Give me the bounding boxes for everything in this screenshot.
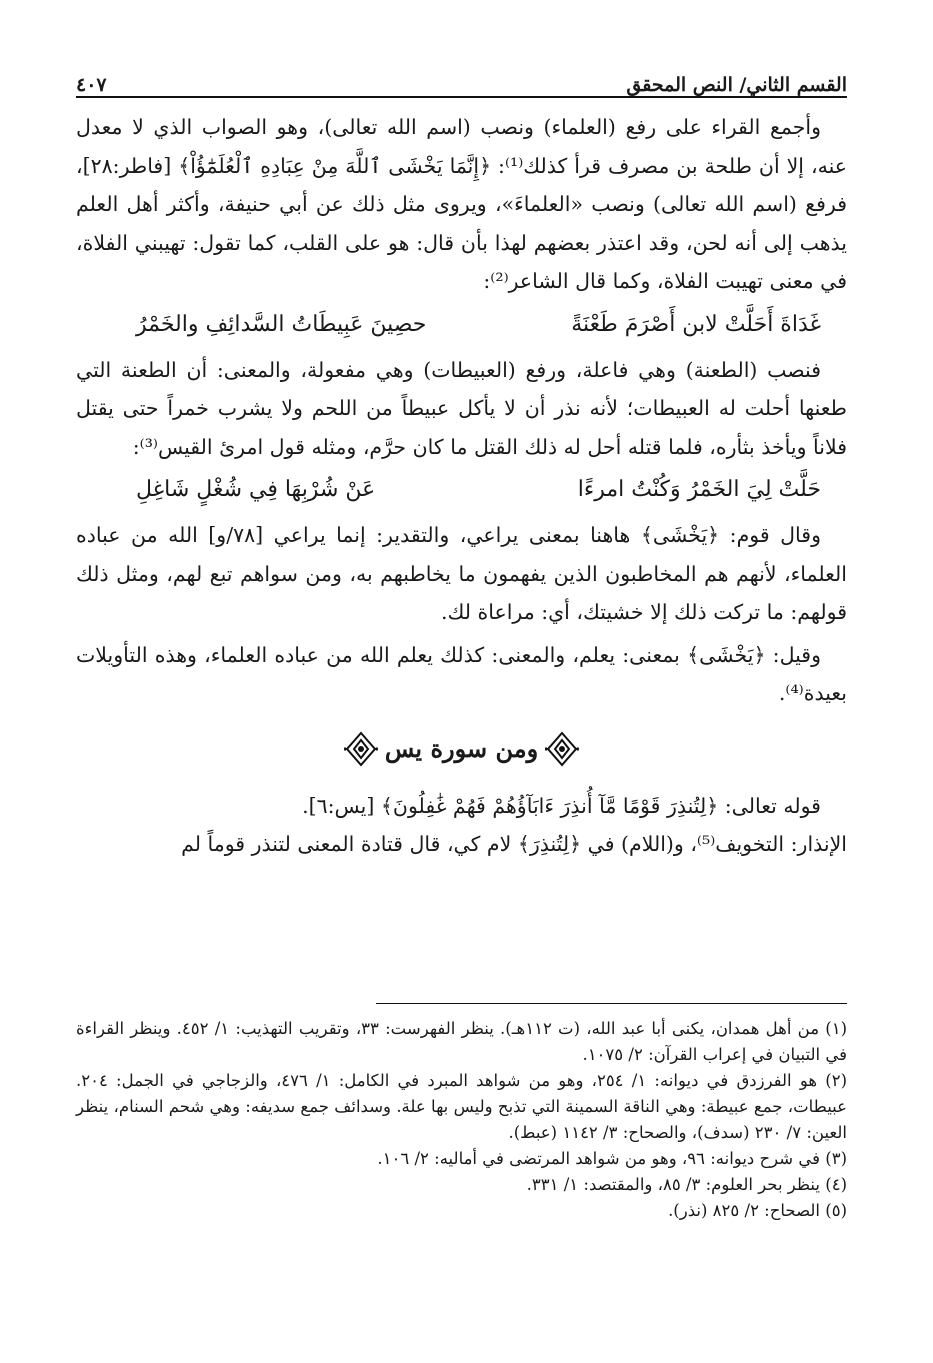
footnote bbox=[76, 1198, 847, 1224]
footnote bbox=[76, 1016, 847, 1068]
footnote-number: (٤) bbox=[825, 1175, 847, 1194]
poetry-verse bbox=[76, 303, 847, 347]
verse-first-hemistich: حَلَّتْ لِيَ الخَمْرُ وَكُنْتُ امرءًا bbox=[577, 477, 821, 502]
footnote-separator bbox=[376, 1003, 847, 1004]
paragraph: وأجمع القراء على رفع (العلماء) ونصب (اسم الله تعالى)، وهو الصواب الذي لا معدل عنه، إلا أن طلحة بن مصرف قرأ كذلك⁽¹⁾: ﴿إِنَّمَا يَخْشَى ٱللَّهَ مِنْ عِبَادِهِ ٱلْعُلَمَٰٓؤُاْ﴾ [فاطر:٢٨]، فرفع (اسم الله تعالى) ونصب «العلماءَ»، ويروى مثل ذلك عن أبي حنيفة، وأكثر أهل العلم يذهب إلى أنه لحن، وقد اعتذر بعضهم لهذا بأن قال: هو على القلب، كما تقول: تهيبني الفلاة، في معنى تهيبت الفلاة، وكما قال الشاعر⁽²⁾: bbox=[76, 115, 847, 293]
footnote-text: من أهل همدان، يكنى أبا عبد الله، (ت ١١٢هـ). ينظر الفهرست: ٣٣، وتقريب التهذيب: ١/ ٤٥٢. وينظر القراءة في التبيان في إعراب القرآن: ٢/ ١٠٧٥. bbox=[76, 1019, 847, 1064]
verse-second-hemistich: حصِينَ عَبِيطَاتُ السَّدائِفِ والخَمْرُ bbox=[136, 311, 427, 337]
footnote-text: ينظر بحر العلوم: ٣/ ٨٥، والمقتصد: ١/ ٣٣١. bbox=[526, 1175, 820, 1194]
poetry-verse bbox=[76, 468, 847, 512]
main-text bbox=[76, 108, 847, 864]
paragraph: فنصب (الطعنة) وهي فاعلة، ورفع (العبيطات) وهي مفعولة، والمعنى: أن الطعنة التي طعنها أحلت له العبيطات؛ لأنه نذر أن لا يأكل عبيطاً من اللحم ولا يشرب خمراً حتى يقتل فلاناً ويأخذ بثأره، فلما قتله أحل له ذلك القتل ما كان حرَّم، ومثله قول امرئ القيس⁽³⁾: bbox=[76, 357, 847, 459]
header-rule bbox=[76, 96, 847, 98]
ornament-icon bbox=[542, 729, 582, 769]
ornament-icon bbox=[341, 729, 381, 769]
verse-first-hemistich: غَدَاةَ أَحَلَّتْ لابن أَصْرَمَ طَعْنَةً bbox=[571, 311, 821, 337]
footnotes bbox=[76, 1016, 847, 1224]
footnote bbox=[76, 1068, 847, 1146]
footnote-text: هو الفرزدق في ديوانه: ١/ ٢٥٤، وهو من شواهد المبرد في الكامل: ١/ ٤٧٦، والزجاجي في الجمل: ٢٠٤. عبيطات، جمع عبيطة: وهي الناقة السمينة التي تذبح وليس بها علة. وسدائف جمع سديفه: وهي شحم السنام، ينظر العين: ٧/ ٢٣٠ (سدف)، والصحاح: ٣/ ١١٤٢ (عبط). bbox=[76, 1071, 847, 1142]
footnote-number: (٢) bbox=[825, 1071, 847, 1090]
footnote bbox=[76, 1146, 847, 1172]
surah-title: ومن سورة يس bbox=[384, 733, 539, 763]
paragraph: وقيل: ﴿يَخْشَى﴾ بمعنى: يعلم، والمعنى: كذلك يعلم الله من عباده العلماء، وهذه التأويلات بعيدة⁽⁴⁾. bbox=[76, 642, 847, 705]
page-number: ٤٠٧ bbox=[76, 74, 107, 96]
header-title: القسم الثاني/ النص المحقق bbox=[626, 74, 847, 96]
footnote-text: في شرح ديوانه: ٩٦، وهو من شواهد المرتضى في أماليه: ٢/ ١٠٦. bbox=[377, 1149, 820, 1168]
footnote-number: (١) bbox=[825, 1019, 847, 1038]
footnote bbox=[76, 1172, 847, 1198]
verse-second-hemistich: عَنْ شُرْبِهَا فِي شُغْلٍ شَاغِلِ bbox=[136, 477, 376, 502]
paragraph: قوله تعالى: ﴿لِتُنذِرَ قَوْمًا مَّآ أُنذِرَ ءَابَآؤُهُمْ فَهُمْ غَٰفِلُونَ﴾ [يس:٦]. bbox=[302, 793, 821, 818]
paragraph: الإنذار: التخويف⁽⁵⁾، و(اللام) في ﴿لِتُنذِرَ﴾ لام كي، قال قتادة المعنى لتنذر قوماً لم bbox=[181, 832, 847, 856]
footnote-number: (٥) bbox=[825, 1201, 847, 1220]
running-header bbox=[76, 50, 847, 102]
footnote-number: (٣) bbox=[825, 1149, 847, 1168]
footnote-text: الصحاح: ٢/ ٨٢٥ (نذر). bbox=[668, 1201, 820, 1220]
paragraph: وقال قوم: ﴿يَخْشَى﴾ هاهنا بمعنى يراعي، والتقدير: إنما يراعي [٧٨/و] الله من عباده العلماء، لأنهم هم المخاطبون الذين يفهمون ما يخاطبهم به، ومن سواهم تبع لهم، ومثل ذلك قولهم: ما تركت ذلك إلا خشيتك، أي: مراعاة لك. bbox=[76, 523, 847, 624]
section-heading bbox=[76, 725, 847, 783]
